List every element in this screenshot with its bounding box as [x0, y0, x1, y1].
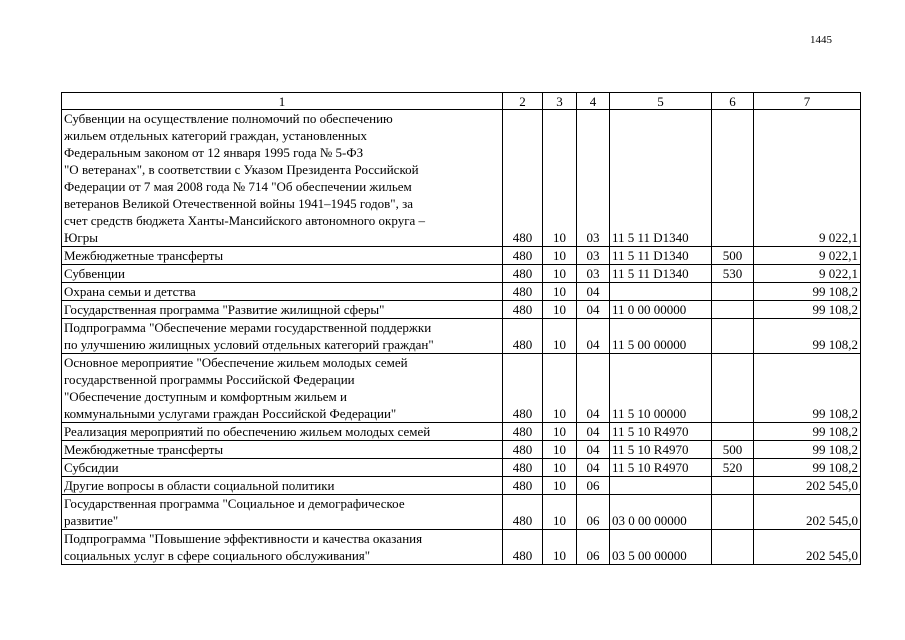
cell-subsection: 04: [577, 319, 610, 354]
cell-target-article: 03 5 00 00000: [610, 530, 712, 565]
cell-section: 10: [543, 441, 577, 459]
cell-name: Основное мероприятие "Обеспечение жильем молодых семей государственной программы Российской Федерации "Обеспечение доступным и комфортным жильем и коммунальными услугами граждан Российской Федерации": [62, 354, 503, 423]
cell-amount: 99 108,2: [754, 423, 861, 441]
cell-subsection: 04: [577, 301, 610, 319]
cell-section: 10: [543, 301, 577, 319]
cell-subsection: 04: [577, 459, 610, 477]
column-header: 6: [712, 93, 754, 110]
cell-subsection: 03: [577, 265, 610, 283]
page-number: 1445: [810, 34, 832, 46]
cell-expense-type: 500: [712, 441, 754, 459]
cell-subsection: 03: [577, 247, 610, 265]
cell-name: Другие вопросы в области социальной политики: [62, 477, 503, 495]
cell-name: Государственная программа "Социальное и демографическое развитие": [62, 495, 503, 530]
cell-target-article: 11 5 11 D1340: [610, 110, 712, 247]
header-row: [62, 93, 861, 110]
cell-expense-type: [712, 283, 754, 301]
cell-subsection: 06: [577, 477, 610, 495]
cell-amount: 202 545,0: [754, 495, 861, 530]
cell-amount: 202 545,0: [754, 530, 861, 565]
cell-expense-type: [712, 301, 754, 319]
cell-name: Подпрограмма "Повышение эффективности и качества оказания социальных услуг в сфере социального обслуживания": [62, 530, 503, 565]
cell-expense-type: [712, 319, 754, 354]
table-row: [62, 477, 861, 495]
cell-expense-type: [712, 354, 754, 423]
cell-section: 10: [543, 265, 577, 283]
cell-section: 10: [543, 319, 577, 354]
cell-subsection: 03: [577, 110, 610, 247]
cell-ministry: 480: [503, 110, 543, 247]
cell-target-article: [610, 477, 712, 495]
cell-section: 10: [543, 495, 577, 530]
cell-expense-type: 530: [712, 265, 754, 283]
cell-section: 10: [543, 477, 577, 495]
cell-name: Субвенции на осуществление полномочий по обеспечению жильем отдельных категорий граждан, установленных Федеральным законом от 12 января 1995 года № 5-ФЗ "О ветеранах", в соответствии с Указом Президента Российской Федерации от 7 мая 2008 года № 714 "Об обеспечении жильем ветеранов Великой Отечественной войны 1941–1945 годов", за счет средств бюджета Ханты-Мансийского автономного округа – Югры: [62, 110, 503, 247]
table-row: [62, 319, 861, 354]
cell-name: Реализация мероприятий по обеспечению жильем молодых семей: [62, 423, 503, 441]
cell-amount: 99 108,2: [754, 301, 861, 319]
table-row: [62, 354, 861, 423]
cell-ministry: 480: [503, 247, 543, 265]
cell-target-article: 11 5 00 00000: [610, 319, 712, 354]
cell-expense-type: 520: [712, 459, 754, 477]
cell-ministry: 480: [503, 441, 543, 459]
column-header: 2: [503, 93, 543, 110]
cell-expense-type: [712, 495, 754, 530]
cell-subsection: 04: [577, 283, 610, 301]
column-header: 4: [577, 93, 610, 110]
table-row: [62, 265, 861, 283]
cell-name: Подпрограмма "Обеспечение мерами государственной поддержки по улучшению жилищных условий отдельных категорий граждан": [62, 319, 503, 354]
cell-expense-type: 500: [712, 247, 754, 265]
cell-expense-type: [712, 530, 754, 565]
cell-name: Субсидии: [62, 459, 503, 477]
cell-amount: 99 108,2: [754, 354, 861, 423]
column-header: 3: [543, 93, 577, 110]
table-row: [62, 110, 861, 247]
cell-target-article: 11 5 10 00000: [610, 354, 712, 423]
cell-amount: 99 108,2: [754, 459, 861, 477]
cell-section: 10: [543, 530, 577, 565]
cell-target-article: 03 0 00 00000: [610, 495, 712, 530]
cell-subsection: 04: [577, 354, 610, 423]
cell-target-article: 11 5 11 D1340: [610, 247, 712, 265]
cell-section: 10: [543, 354, 577, 423]
cell-amount: 9 022,1: [754, 265, 861, 283]
cell-target-article: 11 5 11 D1340: [610, 265, 712, 283]
cell-target-article: 11 0 00 00000: [610, 301, 712, 319]
cell-expense-type: [712, 477, 754, 495]
cell-subsection: 04: [577, 423, 610, 441]
cell-subsection: 06: [577, 530, 610, 565]
column-header: 7: [754, 93, 861, 110]
cell-amount: 9 022,1: [754, 110, 861, 247]
table-body: [62, 110, 861, 565]
cell-amount: 9 022,1: [754, 247, 861, 265]
table-row: [62, 423, 861, 441]
cell-expense-type: [712, 110, 754, 247]
table-row: [62, 530, 861, 565]
cell-subsection: 04: [577, 441, 610, 459]
column-header: 1: [62, 93, 503, 110]
cell-ministry: 480: [503, 459, 543, 477]
cell-ministry: 480: [503, 319, 543, 354]
cell-name: Межбюджетные трансферты: [62, 247, 503, 265]
cell-amount: 99 108,2: [754, 283, 861, 301]
cell-amount: 202 545,0: [754, 477, 861, 495]
cell-section: 10: [543, 247, 577, 265]
table-row: [62, 459, 861, 477]
table-row: [62, 283, 861, 301]
cell-ministry: 480: [503, 283, 543, 301]
budget-table: [61, 92, 861, 565]
cell-target-article: [610, 283, 712, 301]
cell-section: 10: [543, 423, 577, 441]
cell-section: 10: [543, 459, 577, 477]
cell-ministry: 480: [503, 495, 543, 530]
cell-target-article: 11 5 10 R4970: [610, 459, 712, 477]
table-row: [62, 441, 861, 459]
cell-target-article: 11 5 10 R4970: [610, 423, 712, 441]
cell-name: Охрана семьи и детства: [62, 283, 503, 301]
cell-expense-type: [712, 423, 754, 441]
cell-name: Государственная программа "Развитие жилищной сферы": [62, 301, 503, 319]
cell-name: Субвенции: [62, 265, 503, 283]
cell-target-article: 11 5 10 R4970: [610, 441, 712, 459]
column-header: 5: [610, 93, 712, 110]
cell-ministry: 480: [503, 301, 543, 319]
cell-ministry: 480: [503, 423, 543, 441]
cell-ministry: 480: [503, 530, 543, 565]
cell-amount: 99 108,2: [754, 319, 861, 354]
cell-section: 10: [543, 110, 577, 247]
table-row: [62, 301, 861, 319]
cell-section: 10: [543, 283, 577, 301]
table-row: [62, 247, 861, 265]
cell-subsection: 06: [577, 495, 610, 530]
table-row: [62, 495, 861, 530]
cell-ministry: 480: [503, 265, 543, 283]
cell-ministry: 480: [503, 477, 543, 495]
cell-name: Межбюджетные трансферты: [62, 441, 503, 459]
cell-amount: 99 108,2: [754, 441, 861, 459]
cell-ministry: 480: [503, 354, 543, 423]
